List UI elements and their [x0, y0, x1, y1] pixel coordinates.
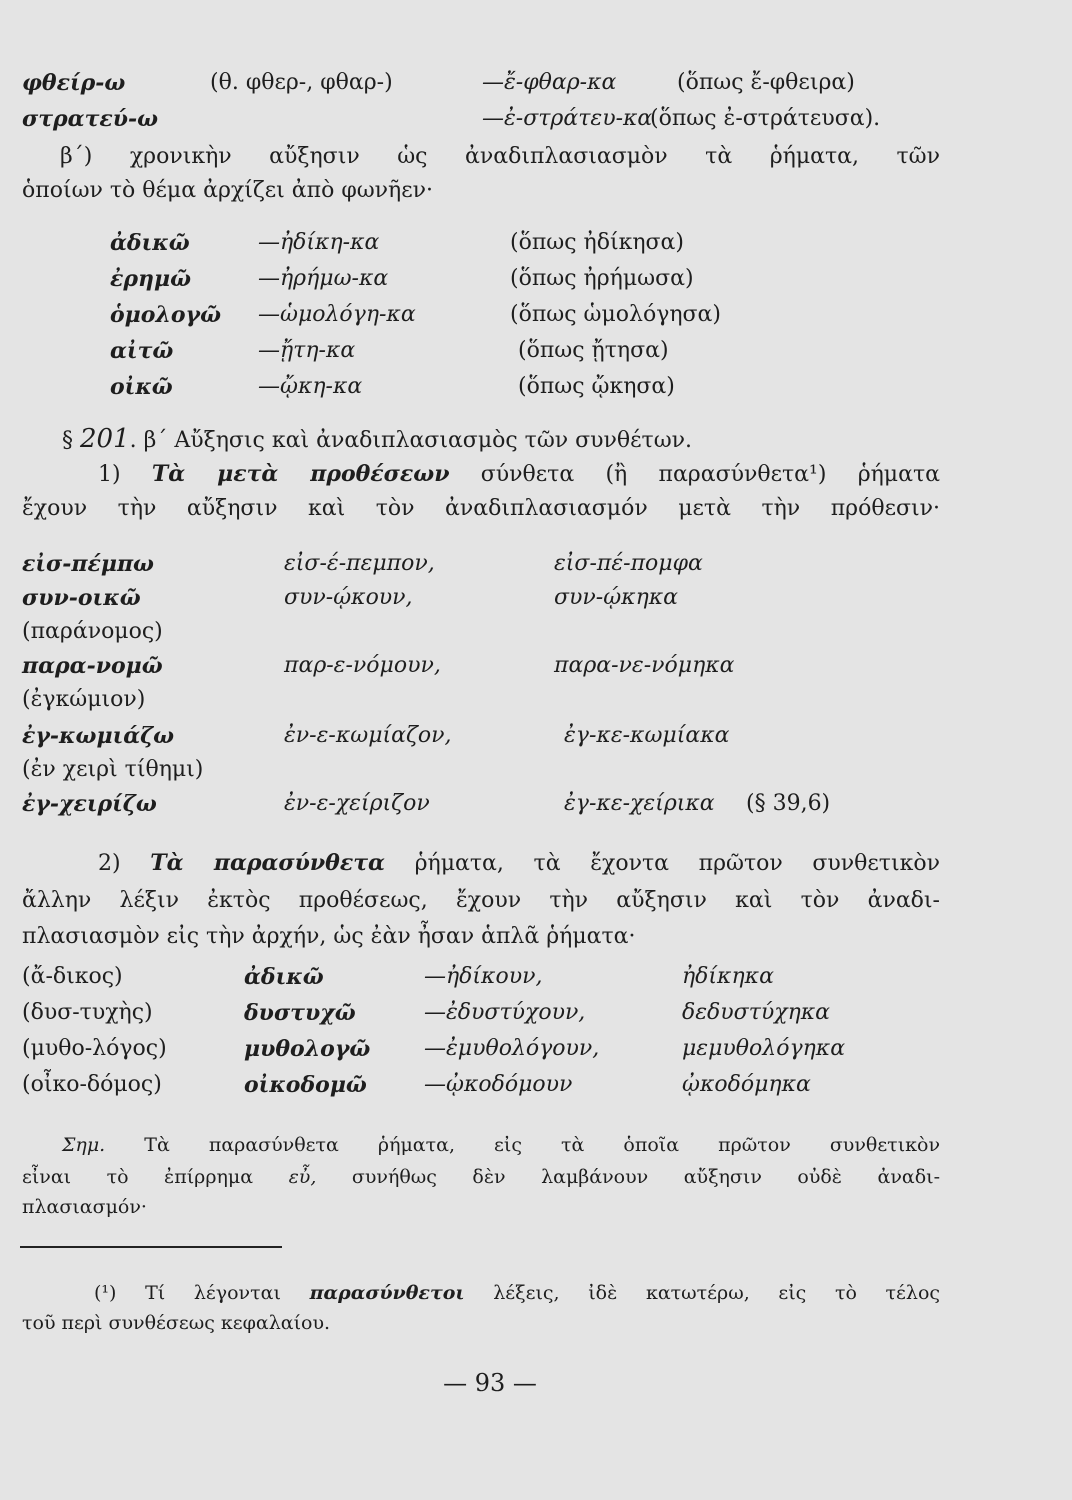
perfect-form: —ἐ-στράτευ-κα [482, 106, 653, 131]
note-line: πλασιασμόν· [22, 1196, 147, 1218]
emphasis: Τὰ παρασύνθετα [150, 850, 385, 876]
origin-word: (ἐν χειρὶ τίθημι) [22, 757, 204, 782]
comparison-note: (ὅπως ᾔτησα) [518, 338, 669, 363]
footnote-marker: (¹) [94, 1282, 117, 1304]
perfect-form: ἐγ-κε-κωμίακα [564, 723, 730, 748]
section-title: . β΄ Αὔξησις καὶ ἀναδιπλασιασμὸς τῶν συνθέτων. [129, 428, 693, 453]
verb: ὁμολογῶ [110, 302, 222, 328]
footnote-text: Τί λέγονται [145, 1282, 281, 1304]
origin-word: (ἐγκώμιον) [22, 687, 146, 712]
footnote-line [94, 1278, 940, 1308]
verb: αἰτῶ [110, 338, 174, 364]
perfect-form: ἐγ-κε-χείρικα [564, 791, 715, 816]
verb: οἰκῶ [110, 374, 173, 400]
origin-word: (οἶκο-δόμος) [22, 1072, 162, 1097]
verb: μυθολογῶ [244, 1036, 371, 1062]
section-reference: (§ 39,6) [746, 791, 831, 816]
note-emphasis: εὖ, [288, 1166, 317, 1188]
comparison-note: (ὅπως ἔ-φθειρα) [677, 70, 855, 95]
comparison-note: (ὅπως ὡμολόγησα) [510, 302, 721, 327]
verb: ἐγ-χειρίζω [22, 791, 157, 817]
paragraph-line [98, 459, 940, 490]
perfect-form: ἠδίκηκα [682, 964, 774, 989]
section-number: 201 [80, 424, 130, 454]
paragraph-text: σύνθετα (ἢ παρασύνθετα¹) ῥήματα [480, 462, 940, 487]
comparison-note: (ὅπως ἠδίκησα) [510, 230, 684, 255]
perfect-form: —ἔ-φθαρ-κα [482, 70, 617, 95]
perfect-form: —ἠδίκη-κα [258, 230, 380, 255]
paragraph-line: ἔχουν τὴν αὔξησιν καὶ τὸν ἀναδιπλασιασμόν μετὰ τὴν πρόθεσιν· [22, 496, 940, 521]
perfect-form: εἰσ-πέ-πομφα [554, 551, 703, 576]
footnote-divider [20, 1246, 282, 1248]
imperfect-form: ἐν-ε-χείριζον [284, 791, 430, 816]
imperfect-form: —ᾠκοδόμουν [424, 1072, 573, 1097]
paragraph-text: ῥήματα, τὰ ἔχοντα πρῶτον συνθετικὸν [414, 851, 940, 876]
imperfect-form: —ἐδυστύχουν, [424, 1000, 586, 1025]
emphasis: Τὰ μετὰ προθέσεων [151, 461, 450, 487]
perfect-form: συν-ῴκηκα [554, 585, 679, 610]
paragraph-line: ὁποίων τὸ θέμα ἀρχίζει ἀπὸ φωνῆεν· [22, 178, 433, 203]
footnote-line: τοῦ περὶ συνθέσεως κεφαλαίου. [22, 1312, 331, 1334]
paragraph-line: ἄλλην λέξιν ἐκτὸς προθέσεως, ἔχουν τὴν αὔξησιν καὶ τὸν ἀναδι- [22, 888, 940, 913]
perfect-form: —ᾔτη-κα [258, 338, 356, 363]
note-text: συνήθως δὲν λαμβάνουν αὔξησιν οὐδὲ ἀναδι- [351, 1166, 941, 1188]
page-number: — 93 — [443, 1369, 537, 1397]
imperfect-form: —ἠδίκουν, [424, 964, 543, 989]
verb: δυστυχῶ [244, 1000, 356, 1026]
stem-note: (θ. φθερ-, φθαρ-) [210, 70, 393, 95]
perfect-form: μεμυθολόγηκα [682, 1036, 846, 1061]
comparison-note: (ὅπως ἠρήμωσα) [510, 266, 694, 291]
perfect-form: —ᾤκη-κα [258, 374, 363, 399]
verb: στρατεύ-ω [22, 106, 159, 132]
footnote-text: λέξεις, ἰδὲ κατωτέρω, εἰς τὸ τέλος [493, 1282, 941, 1304]
note-text: Τὰ παρασύνθετα ῥήματα, εἰς τὰ ὁποῖα πρῶτον συνθετικὸν [144, 1134, 941, 1156]
note-label: Σημ. [62, 1134, 106, 1156]
paragraph-line [98, 848, 940, 879]
verb: ἀδικῶ [110, 230, 190, 256]
verb: παρα-νομῶ [22, 653, 163, 679]
section-symbol: § [62, 428, 73, 453]
paragraph-number: 1) [98, 462, 121, 487]
perfect-form: —ἠρήμω-κα [258, 266, 389, 291]
paragraph-line: πλασιασμὸν εἰς τὴν ἀρχήν, ὡς ἐὰν ἦσαν ἁπλᾶ ῥήματα· [22, 924, 636, 949]
note-line [62, 1130, 940, 1160]
perfect-form: παρα-νε-νόμηκα [554, 653, 735, 678]
footnote-emphasis: παρασύνθετοι [309, 1282, 465, 1304]
imperfect-form: παρ-ε-νόμουν, [284, 653, 441, 678]
paragraph-number: 2) [98, 851, 121, 876]
origin-word: (ἄ-δικος) [22, 964, 123, 989]
imperfect-form: ἐν-ε-κωμίαζον, [284, 723, 452, 748]
imperfect-form: εἰσ-έ-πεμπον, [284, 551, 435, 576]
note-line [22, 1162, 940, 1192]
imperfect-form: —ἐμυθολόγουν, [424, 1036, 600, 1061]
comparison-note: (ὅπως ἐ-στράτευσα). [650, 106, 881, 131]
verb: εἰσ-πέμπω [22, 551, 154, 577]
verb: συν-οικῶ [22, 585, 141, 611]
paragraph-line: β΄) χρονικὴν αὔξησιν ὡς ἀναδιπλασιασμὸν τὰ ῥήματα, τῶν [60, 144, 940, 169]
origin-word: (δυσ-τυχὴς) [22, 1000, 153, 1025]
imperfect-form: συν-ῴκουν, [284, 585, 413, 610]
comparison-note: (ὅπως ᾤκησα) [518, 374, 675, 399]
verb: φθείρ-ω [22, 70, 126, 96]
verb: ἀδικῶ [244, 964, 324, 990]
perfect-form: —ὡμολόγη-κα [258, 302, 416, 327]
verb: ἐρημῶ [110, 266, 192, 292]
verb: ἐγ-κωμιάζω [22, 723, 175, 749]
note-text: εἶναι τὸ ἐπίρρημα [22, 1166, 254, 1188]
section-heading [62, 424, 692, 456]
origin-word: (μυθο-λόγος) [22, 1036, 167, 1061]
perfect-form: δεδυστύχηκα [682, 1000, 831, 1025]
origin-word: (παράνομος) [22, 619, 163, 644]
verb: οἰκοδομῶ [244, 1072, 367, 1098]
perfect-form: ᾠκοδόμηκα [682, 1072, 811, 1097]
